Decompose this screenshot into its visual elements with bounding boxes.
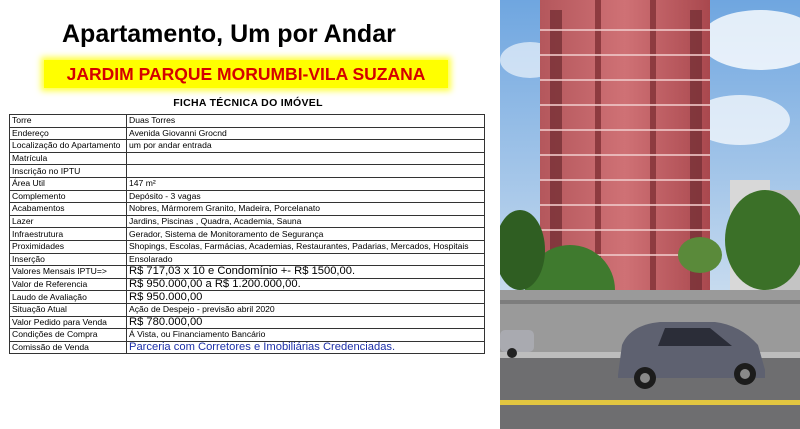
table-row [10,115,485,128]
row-value: Shopings, Escolas, Farmácias, Academias, Restaurantes, Padarias, Mercados, Hospitais [127,240,485,253]
row-value: R$ 950.000,00 [127,291,485,304]
row-value: Parceria com Corretores e Imobiliárias Credenciadas. [127,341,485,354]
row-label: Laudo de Avaliação [10,291,127,304]
table-row [10,240,485,253]
row-label: Condições de Compra [10,329,127,342]
row-label: Inscrição no IPTU [10,165,127,178]
spec-table [9,114,485,354]
row-value: Nobres, Mármorem Granito, Madeira, Porcelanato [127,203,485,216]
row-label: Área Util [10,177,127,190]
location-banner: JARDIM PARQUE MORUMBI-VILA SUZANA [44,60,448,88]
row-label: Valor de Referencia [10,278,127,291]
row-value: Á Vista, ou Financiamento Bancário [127,329,485,342]
row-label: Acabamentos [10,203,127,216]
table-row [10,316,485,329]
table-row [10,278,485,291]
table-row [10,127,485,140]
row-label: Valores Mensais IPTU=> [10,266,127,279]
table-row [10,329,485,342]
table-row [10,228,485,241]
row-value: Ensolarado [127,253,485,266]
row-value: 147 m² [127,177,485,190]
table-row [10,303,485,316]
row-label: Infraestrutura [10,228,127,241]
row-value: Depósito - 3 vagas [127,190,485,203]
row-value: Avenida Giovanni Grocnd [127,127,485,140]
row-label: Localização do Apartamento [10,140,127,153]
row-label: Lazer [10,215,127,228]
row-label: Complemento [10,190,127,203]
building-photo [500,0,800,429]
row-value: R$ 780.000,00 [127,316,485,329]
spec-sheet-title: FICHA TÉCNICA DO IMÓVEL [173,97,323,109]
row-value: R$ 950.000,00 a R$ 1.200.000,00. [127,278,485,291]
row-label: Torre [10,115,127,128]
row-value: um por andar entrada [127,140,485,153]
row-value [127,152,485,165]
table-row [10,140,485,153]
row-value: Duas Torres [127,115,485,128]
row-label: Proximidades [10,240,127,253]
table-row [10,266,485,279]
table-row [10,215,485,228]
table-row [10,177,485,190]
table-row [10,190,485,203]
row-label: Comissão de Venda [10,341,127,354]
table-row [10,203,485,216]
row-label: Inserção [10,253,127,266]
table-row [10,341,485,354]
table-row [10,165,485,178]
row-value [127,165,485,178]
row-value: Jardins, Piscinas , Quadra, Academia, Sauna [127,215,485,228]
row-label: Valor Pedido para Venda [10,316,127,329]
row-label: Endereço [10,127,127,140]
page-title: Apartamento, Um por Andar [62,20,396,48]
row-label: Situação Atual [10,303,127,316]
row-value: R$ 717,03 x 10 e Condomínio +- R$ 1500,00. [127,266,485,279]
row-value: Ação de Despejo - previsão abril 2020 [127,303,485,316]
table-row [10,152,485,165]
row-value: Gerador, Sistema de Monitoramento de Segurança [127,228,485,241]
table-row [10,291,485,304]
table-row [10,253,485,266]
row-label: Matrícula [10,152,127,165]
